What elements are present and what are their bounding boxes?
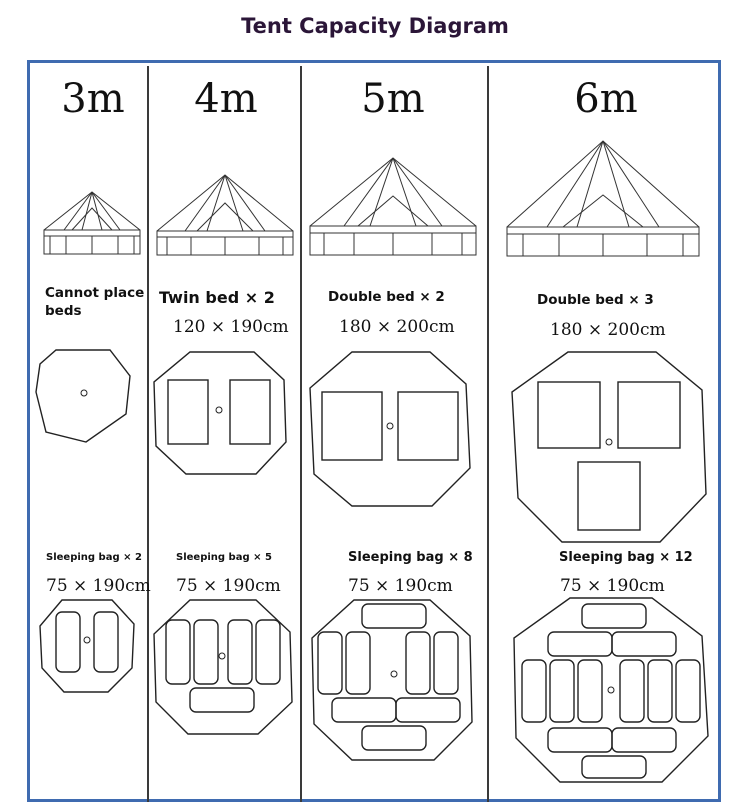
- sleeping-bag: [190, 688, 254, 712]
- twin-bed: [168, 380, 208, 444]
- size-5m-heading: 5m: [361, 76, 425, 122]
- column-divider: [147, 66, 149, 802]
- sleeping-bag: [648, 660, 672, 722]
- sleeping-bag: [406, 632, 430, 694]
- sleeping-bag: [396, 698, 460, 722]
- bed-label-3m: Cannot place beds: [45, 285, 145, 319]
- bag-dimensions-3m: 75 × 190cm: [46, 576, 151, 596]
- bed-label-6m: Double bed × 3: [537, 292, 654, 308]
- diagram-title: Tent Capacity Diagram: [241, 14, 509, 38]
- sleeping-bag: [362, 726, 426, 750]
- sleeping-bag: [582, 756, 646, 778]
- sleeping-bag: [620, 660, 644, 722]
- bag-label-6m: Sleeping bag × 12: [559, 550, 693, 565]
- bed-label-4m: Twin bed × 2: [159, 288, 275, 307]
- floor-plan-4m-bags: [152, 598, 294, 738]
- column-divider: [300, 66, 302, 802]
- sleeping-bag: [332, 698, 396, 722]
- sleeping-bag: [346, 632, 370, 694]
- double-bed: [578, 462, 640, 530]
- sleeping-bag: [612, 728, 676, 752]
- bed-dimensions-6m: 180 × 200cm: [550, 320, 666, 340]
- sleeping-bag: [194, 620, 218, 684]
- size-6m-heading: 6m: [574, 76, 638, 122]
- size-3m-heading: 3m: [61, 76, 125, 122]
- double-bed: [398, 392, 458, 460]
- floor-plan-6m-bags: [512, 596, 710, 786]
- sleeping-bag: [548, 632, 612, 656]
- sleeping-bag: [228, 620, 252, 684]
- sleeping-bag: [94, 612, 118, 672]
- size-4m-heading: 4m: [194, 76, 258, 122]
- bag-dimensions-5m: 75 × 190cm: [348, 576, 453, 596]
- tent-3m-elevation: [42, 190, 142, 257]
- sleeping-bag: [166, 620, 190, 684]
- floor-plan-3m-empty: [34, 348, 132, 444]
- twin-bed: [230, 380, 270, 444]
- sleeping-bag: [522, 660, 546, 722]
- floor-plan-6m-beds: [510, 350, 708, 546]
- sleeping-bag: [578, 660, 602, 722]
- column-divider: [487, 66, 489, 802]
- sleeping-bag: [434, 632, 458, 694]
- floor-plan-4m-beds: [152, 350, 288, 478]
- double-bed: [538, 382, 600, 448]
- bed-dimensions-4m: 120 × 190cm: [173, 317, 289, 337]
- sleeping-bag: [612, 632, 676, 656]
- floor-plan-5m-bags: [310, 598, 474, 762]
- sleeping-bag: [56, 612, 80, 672]
- sleeping-bag: [582, 604, 646, 628]
- double-bed: [322, 392, 382, 460]
- sleeping-bag: [548, 728, 612, 752]
- bag-label-3m: Sleeping bag × 2: [46, 552, 142, 563]
- floor-plan-3m-bags: [38, 598, 136, 694]
- floor-plan-5m-beds: [308, 350, 472, 508]
- bed-label-5m: Double bed × 2: [328, 289, 445, 305]
- double-bed: [618, 382, 680, 448]
- sleeping-bag: [318, 632, 342, 694]
- bed-dimensions-5m: 180 × 200cm: [339, 317, 455, 337]
- bag-dimensions-4m: 75 × 190cm: [176, 576, 281, 596]
- sleeping-bag: [676, 660, 700, 722]
- bag-dimensions-6m: 75 × 190cm: [560, 576, 665, 596]
- bag-label-4m: Sleeping bag × 5: [176, 552, 272, 563]
- tent-5m-elevation: [308, 156, 478, 257]
- tent-6m-elevation: [505, 139, 701, 257]
- tent-4m-elevation: [155, 173, 295, 257]
- sleeping-bag: [362, 604, 426, 628]
- sleeping-bag: [550, 660, 574, 722]
- sleeping-bag: [256, 620, 280, 684]
- bag-label-5m: Sleeping bag × 8: [348, 550, 473, 565]
